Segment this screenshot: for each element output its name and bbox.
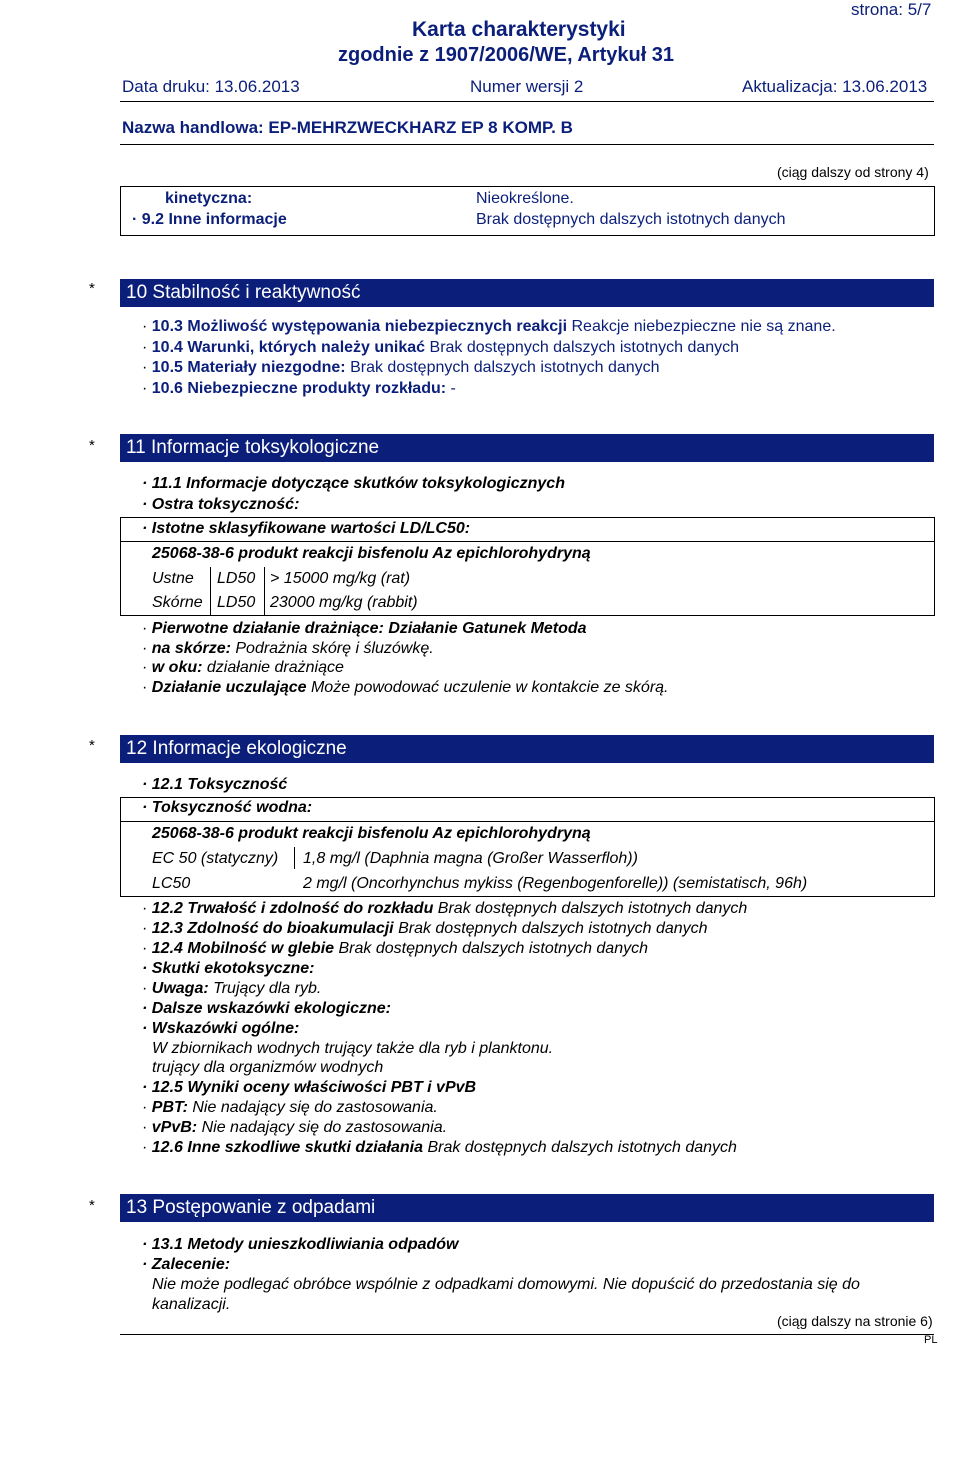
s12-line11: · 12.5 Wyniki oceny właściwości PBT i vPvB xyxy=(142,1079,476,1097)
kinetic-value: Nieokreślone. xyxy=(476,190,574,207)
document-subtitle: zgodnie z 1907/2006/WE, Artykuł 31 xyxy=(338,44,675,66)
aquatic-type: EC 50 (statyczny) xyxy=(152,850,279,867)
aquatic-divider xyxy=(120,821,935,822)
s12-line9: W zbiornikach wodnych trujący także dla ryb i planktonu. xyxy=(152,1040,554,1057)
s12-line4: · 12.4 Mobilność w glebie Brak dostępnych dalszych istotnych danych xyxy=(142,940,648,958)
s12-line10: trujący dla organizmów wodnych xyxy=(152,1059,384,1076)
continued-from: (ciąg dalszy od strony 4) xyxy=(777,164,929,180)
s11-line3: · Pierwotne działanie drażniące: Działanie Gatunek Metoda xyxy=(142,620,587,638)
s12-line1: · 12.1 Toksyczność xyxy=(142,776,287,794)
header-divider xyxy=(120,101,934,102)
aquatic-value: 1,8 mg/l (Daphnia magna (Großer Wasserfloh)) xyxy=(303,850,638,867)
s12-line12: · PBT: Nie nadający się do zastosowania. xyxy=(142,1099,438,1117)
aquatic-type: LC50 xyxy=(152,875,191,892)
document-title: Karta charakterystyki xyxy=(412,18,626,41)
s11-line2: · Ostra toksyczność: xyxy=(142,496,299,514)
s13-line3: Nie może podlegać obróbce wspólnie z odpadkami domowymi. Nie dopuścić do przedostania się do xyxy=(152,1276,860,1293)
section-12-heading: 12 Informacje ekologiczne xyxy=(120,735,934,763)
ld50-divider xyxy=(120,541,935,542)
s10-line3: · 10.5 Materiały niezgodne: Brak dostępnych dalszych istotnych danych xyxy=(142,359,660,377)
ld50-box-title: · Istotne sklasyfikowane wartości LD/LC50: xyxy=(142,520,470,538)
s10-line2: · 10.4 Warunki, których należy unikać Brak dostępnych dalszych istotnych danych xyxy=(142,339,739,357)
s12-line3: · 12.3 Zdolność do bioakumulacji Brak dostępnych dalszych istotnych danych xyxy=(142,920,708,938)
trade-name: Nazwa handlowa: EP-MEHRZWECKHARZ EP 8 KOMP. B xyxy=(122,118,573,137)
ld50-value: > 15000 mg/kg (rat) xyxy=(270,570,411,587)
ld50-value: 23000 mg/kg (rabbit) xyxy=(270,594,418,611)
continued-to: (ciąg dalszy na stronie 6) xyxy=(777,1313,933,1329)
s12-line13: · vPvB: Nie nadający się do zastosowania. xyxy=(142,1119,447,1137)
aquatic-substance: 25068-38-6 produkt reakcji bisfenolu Az epichlorohydryną xyxy=(152,825,591,842)
s11-line6: · Działanie uczulające Może powodować uczulenie w kontakcie ze skórą. xyxy=(142,679,668,697)
revision-marker: * xyxy=(89,1197,95,1214)
ld50-route: Skórne xyxy=(152,594,203,611)
update-date: Aktualizacja: 13.06.2013 xyxy=(742,77,928,96)
revision-marker: * xyxy=(89,737,95,754)
s12-line14: · 12.6 Inne szkodliwe skutki działania Brak dostępnych dalszych istotnych danych xyxy=(142,1139,737,1157)
section-11-heading: 11 Informacje toksykologiczne xyxy=(120,434,934,462)
aquatic-col-divider xyxy=(294,847,295,869)
s13-line1: · 13.1 Metody unieszkodliwiania odpadów xyxy=(142,1236,459,1254)
section-10-heading: 10 Stabilność i reaktywność xyxy=(120,279,934,307)
revision-marker: * xyxy=(89,280,95,297)
s12-line7: · Dalsze wskazówki ekologiczne: xyxy=(142,1000,391,1018)
s11-line1: · 11.1 Informacje dotyczące skutków toksykologicznych xyxy=(142,475,565,493)
footer-divider xyxy=(120,1334,934,1335)
s13-line4: kanalizacji. xyxy=(152,1296,231,1313)
ld50-col-divider xyxy=(210,567,211,616)
revision-marker: * xyxy=(89,437,95,454)
s10-line4: · 10.6 Niebezpieczne produkty rozkładu: - xyxy=(142,380,456,398)
version-number: Numer wersji 2 xyxy=(470,77,584,96)
ld50-col-divider xyxy=(264,567,265,616)
language-code: PL xyxy=(924,1334,938,1346)
ld50-substance: 25068-38-6 produkt reakcji bisfenolu Az epichlorohydryną xyxy=(152,545,591,562)
s12-line6: · Uwaga: Trujący dla ryb. xyxy=(142,980,321,998)
trade-name-divider xyxy=(120,144,934,145)
s13-line2: · Zalecenie: xyxy=(142,1256,230,1274)
ld50-route: Ustne xyxy=(152,570,194,587)
aquatic-box-title: · Toksyczność wodna: xyxy=(142,799,312,817)
s12-line8: · Wskazówki ogólne: xyxy=(142,1020,299,1038)
s11-line5: · w oku: działanie drażniące xyxy=(142,659,344,677)
s10-line1: · 10.3 Możliwość występowania niebezpiecznych reakcji Reakcje niebezpieczne nie są znane. xyxy=(142,318,836,336)
print-date: Data druku: 13.06.2013 xyxy=(122,77,300,96)
aquatic-value: 2 mg/l (Oncorhynchus mykiss (Regenbogenforelle)) (semistatisch, 96h) xyxy=(303,875,808,892)
s11-line4: · na skórze: Podrażnia skórę i śluzówkę. xyxy=(142,640,434,658)
other-info-label: · 9.2 Inne informacje xyxy=(132,211,287,229)
section-13-heading: 13 Postępowanie z odpadami xyxy=(120,1194,934,1222)
kinetic-label: kinetyczna: xyxy=(165,190,253,207)
ld50-type: LD50 xyxy=(217,570,256,587)
ld50-type: LD50 xyxy=(217,594,256,611)
s12-line2: · 12.2 Trwałość i zdolność do rozkładu Brak dostępnych dalszych istotnych danych xyxy=(142,900,747,918)
page-number: strona: 5/7 xyxy=(851,0,932,19)
other-info-value: Brak dostępnych dalszych istotnych danych xyxy=(476,211,786,228)
s12-line5: · Skutki ekotoksyczne: xyxy=(142,960,315,978)
